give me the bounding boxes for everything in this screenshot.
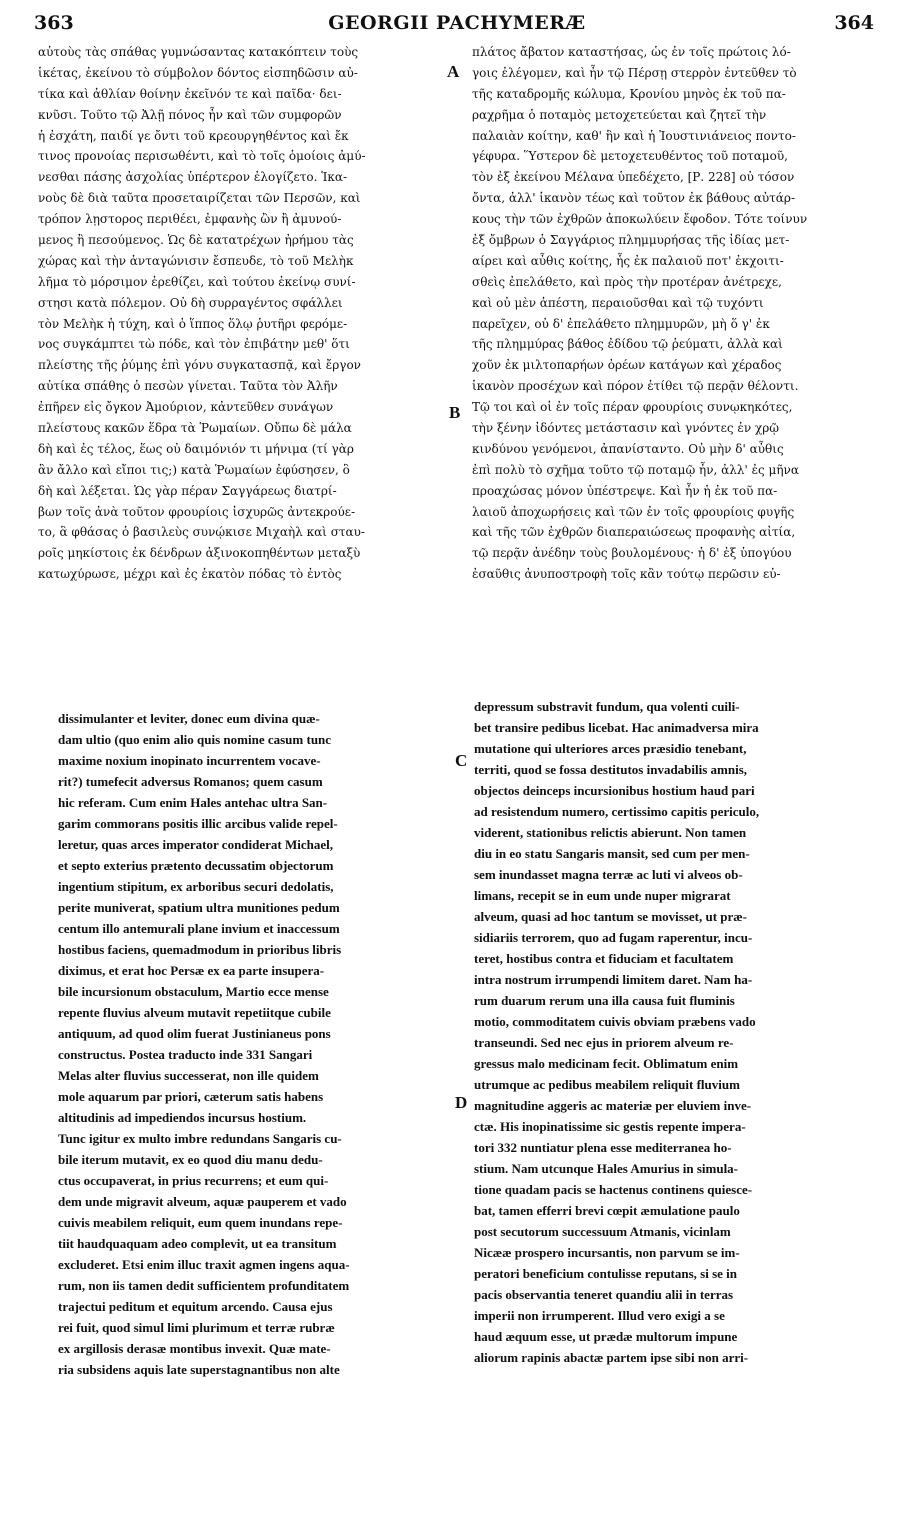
text-line: βων τοῖς ἀνὰ τοῦτον φρουρίοις ἰσχυρῶς ἀντεκρούε- (38, 504, 356, 519)
greek-column-right (472, 42, 882, 692)
text-line: tiit haudquaquam adeo complevit, ut ea transitum (58, 1236, 337, 1251)
text-line: dem unde migravit alveum, aquæ pauperem et vado (58, 1194, 347, 1209)
section-marker-c: C (455, 751, 468, 770)
text-line: νοὺς δὲ διὰ ταῦτα προσεταιρίζεται τῶν Περσῶν, καὶ (38, 191, 361, 206)
text-line: νος συγκάμπτει τὼ πόδε, καὶ τὸν ἐπιβάτην μεθ' ὅτι (38, 337, 350, 352)
text-line: ἐξ ὄμβρων ὁ Σαγγάριος πλημμυρήσας τῆς ἰδίας μετ- (472, 233, 790, 248)
text-line: πλείστης τῆς ῥύμης ἐπὶ γόνυ συγκατασπᾷ, καὶ ἔργον (38, 358, 361, 373)
text-line: κους τὴν τῶν ἐχθρῶν ἀποκωλύειν ἔφοδον. Τότε τοίνυν (472, 212, 808, 227)
text-line: αίρει καὶ αὖθις κοίτης, ἧς ἐκ παλαιοῦ ποτ' ἐκχοιτι- (472, 253, 784, 268)
text-line: ex argillosis derasæ montibus invexit. Quæ mate- (58, 1341, 331, 1356)
text-line: transeundi. Sed nec ejus in priorem alveum re- (474, 1035, 734, 1050)
text-line: τὸν ἐξ ἐκείνου Μέλανα ὑπεδέχετο, [Ρ. 228] οὐ τόσον (472, 170, 795, 185)
text-line: καὶ οὐ μὲν ἀπέστη, περαιοῦσθαι καὶ τῷ τυχόντι (472, 295, 764, 310)
text-line: diu in eo statu Sangaris mansit, sed cum per men- (474, 846, 750, 861)
text-line: λαιοῦ ἀποχωρήσεις καὶ τῶν ἐν τοῖς φρουρίοις φυγῆς (472, 504, 795, 519)
text-line: κατωχύρωσε, μέχρι καὶ ἐς ἑκατὸν πόδας τὸ ἐντὸς (38, 567, 342, 582)
text-line: τῷ περᾷν ἀνέδην τοὺς βουλομένους· ἡ δ' ἐξ ὑπογύου (472, 546, 792, 561)
text-line: ἱκανὸν προσέχων καὶ πόρον ἐτίθει τῷ περᾷν θέλοντι. (472, 379, 799, 394)
text-line: καὶ τῆς τῶν ἐχθρῶν διαπεραιώσεως προφανὴς αἰτία, (472, 525, 796, 540)
text-line: χώρας καὶ τὴν ἀνταγώνισιν ἔσπευδε, τὸ τοῦ Μελὴκ (38, 253, 354, 268)
text-line: dissimulanter et leviter, donec eum divina quæ- (58, 711, 320, 726)
text-line: αὐτίκα σπάθης ὁ πεσὼν γίνεται. Ταῦτα τὸν Ἀλῆν (38, 379, 338, 394)
text-line: το, ἃ φθάσας ὁ βασιλεὺς συνῴκισε Μιχαὴλ καὶ σταυ- (38, 525, 365, 540)
text-line: προαχώσας μόνον ὑπέστρεψε. Καὶ ἦν ἡ ἐκ τοῦ πα- (472, 483, 778, 498)
text-line: ἐπὶ πολὺ τὸ σχῆμα τοῦτο τῷ ποταμῷ ἦν, ἀλλ' ἐς μῆνα (472, 462, 799, 477)
text-line: constructus. Postea traducto inde 331 Sangari (58, 1047, 313, 1062)
text-line: κινδύνου γενόμενοι, ἀπανίσταντο. Οὐ μὴν δ' αὖθις (472, 441, 784, 456)
text-line: haud æquum esse, ut prædæ multorum impune (474, 1329, 738, 1344)
text-line: δὴ καὶ λέξεται. Ὡς γὰρ πέραν Σαγγάρεως διατρί- (38, 483, 337, 498)
section-marker-b: B (449, 403, 461, 422)
text-line: imperii non irrumperent. Illud vero exigi a se (474, 1308, 725, 1323)
text-line: Tunc igitur ex multo imbre redundans Sangaris cu- (58, 1131, 342, 1146)
text-line: post secutorum successuum Atmanis, vicinlam (474, 1224, 731, 1239)
text-line: teret, hostibus contra et fiduciam et facultatem (474, 951, 734, 966)
text-line: aliorum rapinis abactæ partem ipse sibi non arri- (474, 1350, 749, 1365)
text-line: ὄντα, ἀλλ' ἱκανὸν τέως καὶ τοῦτον ἐκ βάθους αὐτάρ- (472, 191, 796, 206)
text-line: τινος προνοίας περισωθέντι, καὶ τὸ τοῖς ὁμοίοις ἀμύ- (38, 149, 366, 164)
text-line: ctæ. His inopinatissime sic gestis repente impera- (474, 1119, 746, 1134)
text-line: γέφυρα. Ὕστερον δὲ μετοχετευθέντος τοῦ ποταμοῦ, (472, 149, 788, 164)
text-line: pacis observantia teneret quandiu alii in terras (474, 1287, 734, 1302)
text-line: ροῖς μηκίστοις ἐκ δένδρων ἀξινοκοπηθέντων μεταξὺ (38, 546, 361, 561)
text-line: γοις ἐλέγομεν, καὶ ἦν τῷ Πέρσῃ στερρὸν ἐντεῦθεν τὸ (472, 65, 797, 80)
latin-column-left (58, 708, 455, 1528)
text-line: κνῦσι. Τοῦτο τῷ Ἀλῇ πόνος ἦν καὶ τῶν συμφορῶν (38, 107, 342, 122)
text-line: stium. Nam utcunque Hales Amurius in simula- (474, 1161, 739, 1176)
text-line: maxime noxium inopinato incurrentem vocave- (58, 753, 321, 768)
text-line: τῆς καταδρομῆς κώλυμα, Κρονίου μηνὸς ἐκ τοῦ πα- (472, 86, 786, 101)
text-line: μενος ἢ πεσούμενος. Ὡς δὲ κατατρέχων ἠρήμου τὰς (38, 233, 354, 248)
text-line: στησι κατὰ πόλεμον. Οὐ δὴ συρραγέντος σφάλλει (38, 295, 343, 310)
text-line: bile iterum mutavit, ex eo quod diu manu dedu- (58, 1152, 323, 1167)
text-line: perite muniverat, spatium ultra munitiones pedum (58, 900, 340, 915)
text-line: hostibus faciens, quemadmodum in prioribus libris (58, 942, 342, 957)
text-line: νεσθαι πάσης ἀσχολίας ὑπέρτερον ἐλογίζετο. Ἱκα- (38, 170, 348, 185)
text-line: diximus, et erat hoc Persæ ex ea parte insupera- (58, 963, 325, 978)
text-line: et septo exterius prætento decussatim objectorum (58, 858, 334, 873)
text-line: mole aquarum par priori, cæterum satis habens (58, 1089, 324, 1104)
text-line: peratori beneficium contulisse reputans, si se in (474, 1266, 738, 1281)
text-line: πλάτος ἄβατον καταστήσας, ὡς ἐν τοῖς πρώτοις λό- (472, 45, 791, 59)
text-line: sem inundasset magna terræ ac luti vi alveos ob- (474, 867, 743, 882)
text-line: tione quadam pacis se hactenus continens quiesce- (474, 1182, 753, 1197)
text-line: intra nostrum irrumpendi limitem daret. Nam ha- (474, 972, 753, 987)
text-line: alveum, quasi ad hoc tantum se movisset, ut præ- (474, 909, 748, 924)
text-line: motio, commoditatem cuivis obviam præbens vado (474, 1014, 756, 1029)
text-line: rit?) tumefecit adversus Romanos; quem casum (58, 774, 323, 789)
text-line: ingentium stipitum, ex arboribus securi dedolatis, (58, 879, 334, 894)
text-line: rum, non iis tamen dedit sufficientem profunditatem (58, 1278, 350, 1293)
text-line: ctus occupaverat, in prius recurrens; et eum qui- (58, 1173, 329, 1188)
text-line: magnitudine aggeris ac materiæ per eluviem inve- (474, 1098, 752, 1113)
text-line: bet transire pedibus licebat. Hac animadversa mira (474, 720, 759, 735)
text-line: χοῦν ἐκ μιλτοπαρήων ὀρέων κατάγων καὶ χέραδος (472, 358, 782, 373)
text-line: mutatione qui ulteriores arces præsidio tenebant, (474, 741, 747, 756)
text-line: antiquum, ad quod olim fuerat Justinianeus pons (58, 1026, 331, 1041)
text-line: ria subsidens aquis late superstagnantibus non alte (58, 1362, 340, 1377)
text-line: hic referam. Cum enim Hales antehac ultra San- (58, 795, 328, 810)
text-line: παρεῖχεν, οὐ δ' ἐπελάθετο πλημμυρῶν, μὴ ὅ γ' ἐκ (472, 316, 770, 331)
text-line: bile incursionum obstaculum, Martio ecce mense (58, 984, 329, 999)
text-line: ἡ ἐσχάτη, παιδί γε ὄντι τοῦ κρεουργηθέντος καὶ ἔκ (38, 128, 349, 143)
text-line: bat, tamen efferri brevi cœpit æmulatione paulo (474, 1203, 740, 1218)
text-line: cuivis meabilem reliquit, eum quem inundans repe- (58, 1215, 343, 1230)
text-line: repente fluvius alveum mutavit repetiitque cubile (58, 1005, 331, 1020)
text-line: ἐπῆρεν εἰς ὄγκον Ἀμούριον, κἀντεῦθεν συνάγων (38, 400, 334, 415)
text-line: αὐτοὺς τὰς σπάθας γυμνώσαντας κατακόπτειν τοὺς (38, 45, 359, 59)
text-line: Τῷ τοι καὶ οἱ ἐν τοῖς πέραν φρουρίοις συνῳκηκότες, (472, 400, 793, 415)
text-line: garim commorans positis illic arcibus valide repel- (58, 816, 338, 831)
text-line: Melas alter fluvius successerat, non ille quidem (58, 1068, 319, 1083)
text-line: rum duarum rerum una illa causa fuit fluminis (474, 993, 735, 1008)
text-line: excluderet. Etsi enim illuc traxit agmen ingens aqua- (58, 1257, 350, 1272)
text-line: tori 332 nuntiatur plena esse mediterranea ho- (474, 1140, 732, 1155)
latin-column-right (474, 696, 882, 1536)
section-marker-a: A (447, 62, 460, 81)
text-line: τὴν ξένην ἰδόντες μετάστασιν καὶ γνόντες ἐν χρῷ (472, 421, 780, 436)
text-line: ἐσαῦθις ἀνυποστροφὴ τοῖς κἂν τούτῳ περῶσιν εὐ- (472, 567, 781, 582)
text-line: Nicææ prospero incursantis, non parvum se im- (474, 1245, 740, 1260)
section-marker-d: D (455, 1093, 468, 1112)
text-line: λῆμα τὸ μόρσιμον ἐρεθίζει, καὶ τούτου ἐκείνῳ συνί- (38, 274, 356, 289)
text-line: τρόπον λῃστορος περιθέει, ἐμφανὴς ὢν ἢ ἀμυνού- (38, 212, 342, 227)
page-number-left: 363 (34, 12, 74, 34)
text-line: παλαιὰν κοίτην, καθ' ἣν καὶ ἡ Ἰουστινιάνειος ποντο- (472, 128, 796, 143)
running-header (0, 6, 914, 40)
text-line: limans, recepit se in eum unde nuper migrarat (474, 888, 731, 903)
text-line: δὴ καὶ ἐς τέλος, ἕως οὐ δαιμόνιόν τι μήνιμα (τί γὰρ (38, 441, 354, 456)
text-line: ἂν ἄλλο καὶ εἴποι τις;) κατὰ Ῥωμαίων ἐφύσησεν, ὃ (38, 462, 350, 477)
text-line: sidiariis terrorem, quo ad fugam raperentur, incu- (474, 930, 753, 945)
text-line: τίκα καὶ ἀθλίαν θοίνην ἐκεῖνόν τε καὶ παῖδα· δει- (38, 86, 342, 101)
text-line: trajectui peditum et equitum arcendo. Causa ejus (58, 1299, 333, 1314)
greek-column-left (38, 42, 456, 692)
text-line: τὸν Μελὴκ ἡ τύχη, καὶ ὁ ἵππος ὅλῳ ῥυτῆρι φερόμε- (38, 316, 348, 331)
text-line: utrumque ac pedibus meabilem reliquit fluvium (474, 1077, 740, 1092)
text-line: objectos deinceps incursionibus hostium haud pari (474, 783, 755, 798)
text-line: σθεὶς ἐπελάθετο, καὶ πρὸς τὴν προτέραν ἀνέτρεχε, (472, 274, 782, 289)
text-line: leretur, quas arces imperator condiderat Michael, (58, 837, 334, 852)
page-number-right: 364 (834, 12, 874, 34)
running-title: GEORGII PACHYMERÆ (328, 12, 586, 34)
text-line: rei fuit, quod simul limi plurimum et terræ rubræ (58, 1320, 335, 1335)
text-line: πλείστους κακῶν ἕδρα τὰ Ῥωμαίων. Οὔπω δὲ μάλα (38, 421, 352, 436)
text-line: centum illo antemurali plane invium et inaccessum (58, 921, 340, 936)
text-line: ραχρῆμα ὁ ποταμὸς μετοχετεύεται καὶ ζητεῖ τὴν (472, 107, 767, 122)
text-line: territi, quod se fossa destitutos invadabilis amnis, (474, 762, 748, 777)
text-line: ad resistendum numero, certissimo capitis periculo, (474, 804, 760, 819)
text-line: dam ultio (quo enim alio quis nomine casum tunc (58, 732, 332, 747)
text-line: gressus malo medicinam fecit. Oblimatum enim (474, 1056, 739, 1071)
text-line: τῆς πλημμύρας βάθος ἐδίδου τῷ ῥεύματι, ἀλλὰ καὶ (472, 337, 783, 352)
text-line: ἱκέτας, ἐκείνου τὸ σύμβολον δόντος εἰσπηδῶσιν αὐ- (38, 65, 358, 80)
text-line: depressum substravit fundum, qua volenti cuili- (474, 699, 740, 714)
text-line: altitudinis ad impediendos incursus hostium. (58, 1110, 307, 1125)
text-line: viderent, stationibus relictis abierunt. Non tamen (474, 825, 747, 840)
